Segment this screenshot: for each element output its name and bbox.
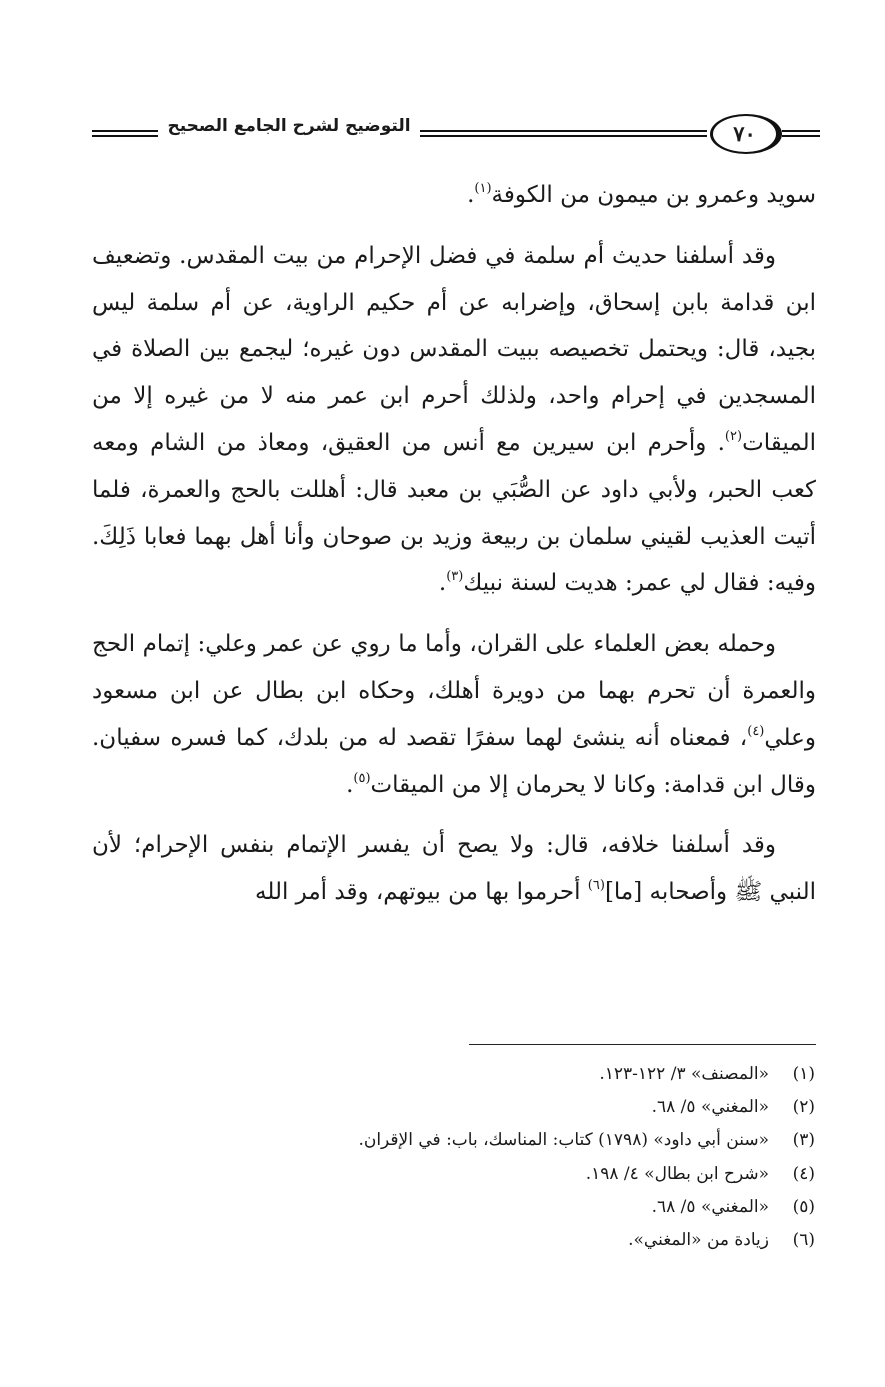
footnote-text: «المغني» ٥/ ٦٨. — [651, 1196, 769, 1217]
main-text — [92, 172, 816, 916]
footnote-text: زيادة من «المغني». — [628, 1230, 769, 1251]
paragraph-2: وقد أسلفنا حديث أم سلمة في فضل الإحرام من بيت المقدس. وتضعيف ابن قدامة بابن إسحاق، وإضرابه عن أم حكيم الراوية، عن أم سلمة ليس بجيد، قال: ويحتمل تخصيصه ببيت المقدس دون غيره؛ ليجمع بين الصلاة في المسجدين في إحرام واحد، ولذلك أحرم ابن عمر منه لا من غيره إلا من الميقات$^{(٢)}$. وأحرم ابن سيرين مع أنس من العقيق، ومعاذ من الشام ومعه كعب الحبر، ولأبي داود عن الصُّبَي بن معبد قال: أهللت بالحج والعمرة، فلما أتيت العذيب لقيني سلمان بن ربيعة وزيد بن صوحان وأنا أهل بهما فعابا ذَلِكَ. وفيه: فقال لي عمر: هديت لسنة نبيك$^{(٣)}$. — [92, 242, 816, 597]
footnote-number: (١) — [792, 1064, 815, 1084]
footnote-item — [135, 1224, 815, 1257]
running-title: التوضيح لشرح الجامع الصحيح — [167, 116, 411, 136]
paragraph-3: وحمله بعض العلماء على القران، وأما ما روي عن عمر وعلي: إتمام الحج والعمرة أن تحرم بهما من دويرة أهلك، وحكاه ابن بطال عن ابن مسعود وعلي$^{(٤)}$، فمعناه أنه ينشئ لهما سفرًا تقصد له من بلدك، كما فسره سفيان. وقال ابن قدامة: وكانا لا يحرمان إلا من الميقات$^{(٥)}$. — [92, 631, 816, 798]
footnote-text: «المغني» ٥/ ٦٨. — [651, 1097, 769, 1118]
footnote-text: «سنن أبي داود» (١٧٩٨) كتاب: المناسك، باب: في الإقران. — [358, 1130, 769, 1151]
footnote-ref-1[interactable]: (١) — [474, 181, 492, 196]
footnote-number: (٣) — [792, 1130, 815, 1151]
footnote-item — [135, 1091, 815, 1124]
footnote-ref-4[interactable]: (٤) — [747, 723, 765, 739]
footnote-text: «شرح ابن بطال» ٤/ ١٩٨. — [585, 1163, 769, 1184]
footnote-item — [135, 1124, 815, 1157]
footnote-item — [135, 1158, 815, 1191]
header-rule-right — [782, 130, 820, 137]
footnote-number: (٦) — [792, 1230, 815, 1251]
footnote-text: «المصنف» ٣/ ١٢٢-١٢٣. — [599, 1064, 769, 1084]
page-header — [90, 112, 822, 156]
footnote-number: (٢) — [792, 1097, 815, 1118]
paragraph-4: وقد أسلفنا خلافه، قال: ولا يصح أن يفسر الإتمام بنفس الإحرام؛ لأن النبي ﷺ وأصحابه [ما]$^{(٦)}$ أحرموا بها من بيوتهم، وقد أمر الله — [92, 832, 816, 906]
footnotes — [135, 1058, 815, 1257]
footnote-number: (٤) — [792, 1163, 815, 1184]
footnote-separator — [469, 1044, 816, 1045]
footnote-number: (٥) — [792, 1196, 815, 1217]
footnote-ref-5[interactable]: (٥) — [353, 770, 371, 786]
footnote-item — [135, 1191, 815, 1224]
footnote-item — [135, 1058, 815, 1091]
header-rule-middle — [420, 130, 707, 137]
paragraph-1: سويد وعمرو بن ميمون من الكوفة$^{(١)}$. — [467, 181, 816, 208]
footnote-ref-2[interactable]: (٢) — [724, 428, 743, 444]
page-number: ٧٠ — [710, 114, 782, 154]
footnote-ref-3[interactable]: (٣) — [446, 569, 464, 585]
footnote-ref-6[interactable]: (٦) — [587, 878, 605, 894]
header-rule-left — [92, 130, 158, 137]
